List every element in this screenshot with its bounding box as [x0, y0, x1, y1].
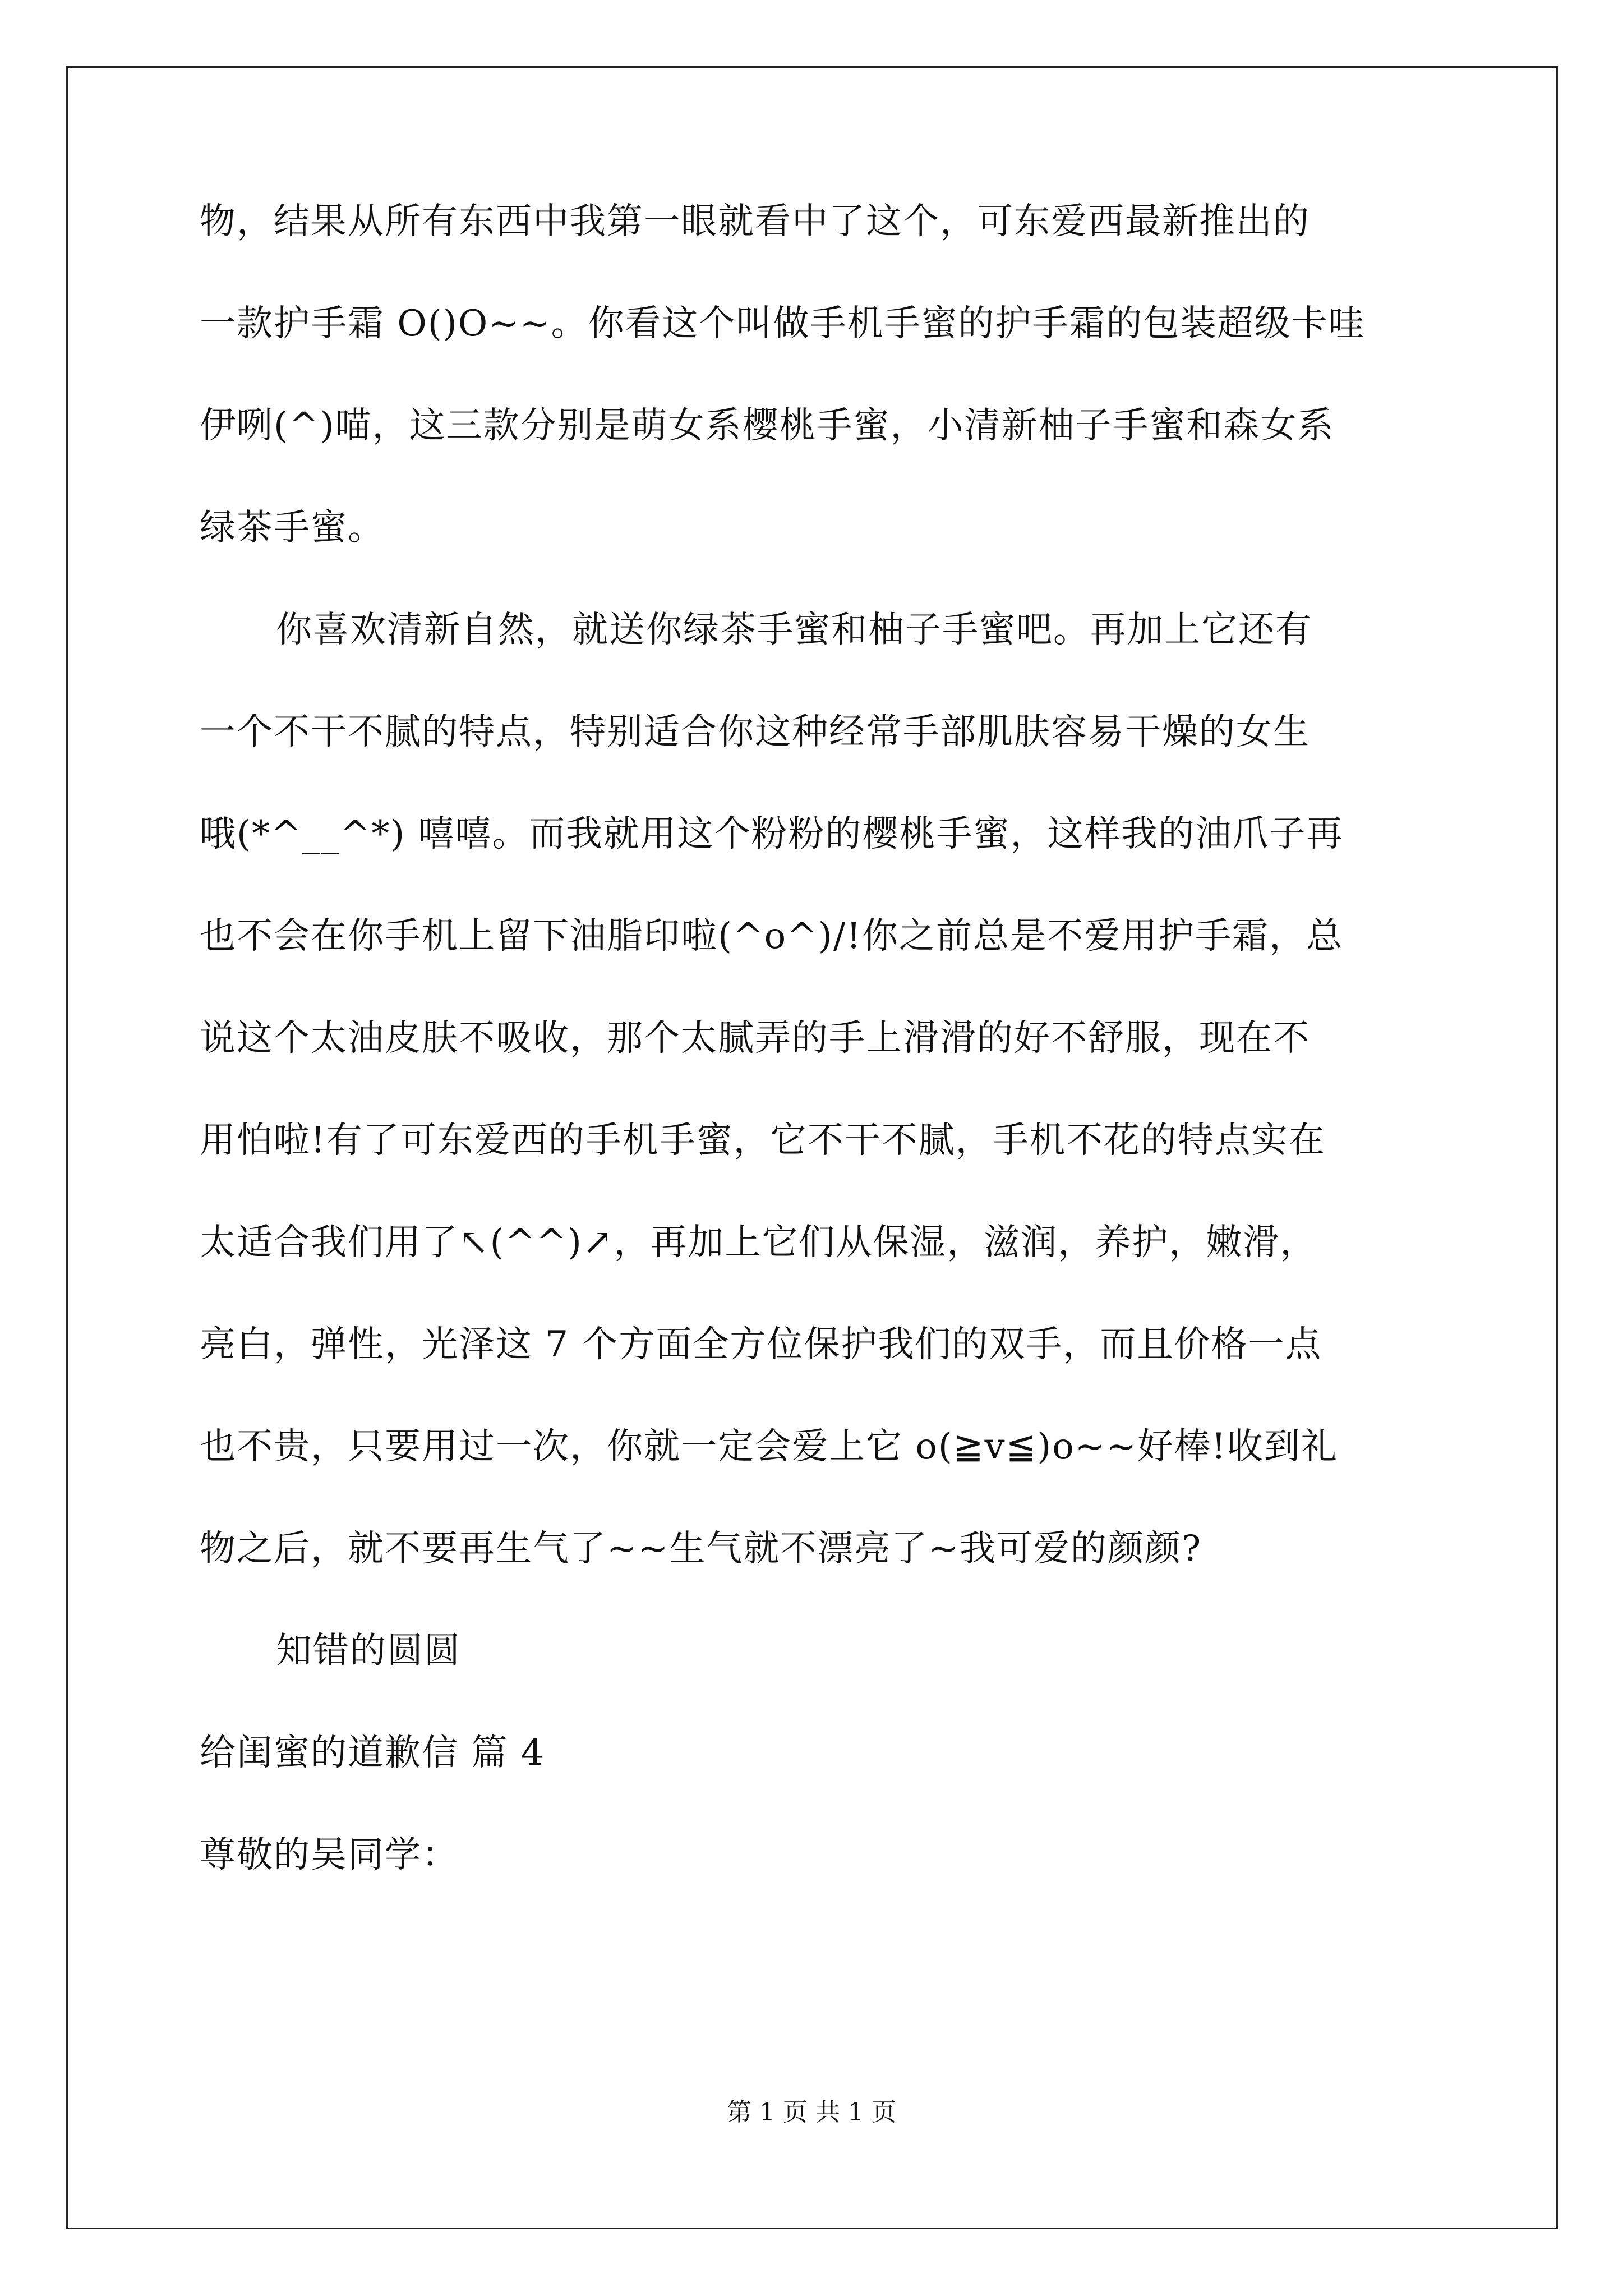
text-line-4: 绿茶手蜜。 [200, 507, 385, 549]
section-heading: 给闺蜜的道歉信 篇 4 [200, 1732, 545, 1774]
text-line-7: 哦(*^__^*) 嘻嘻。而我就用这个粉粉的樱桃手蜜，这样我的油爪子再 [200, 813, 1344, 855]
text-line-5: 你喜欢清新自然，就送你绿茶手蜜和柚子手蜜吧。再加上它还有 [276, 609, 1312, 651]
text-line-14: 物之后，就不要再生气了~~生气就不漂亮了~我可爱的颜颜? [200, 1528, 1202, 1570]
text-line-10: 用怕啦!有了可东爱西的手机手蜜，它不干不腻，手机不花的特点实在 [200, 1120, 1326, 1161]
text-line-13: 也不贵，只要用过一次，你就一定会爱上它 o(≧v≦)o~~好棒!收到礼 [200, 1426, 1338, 1467]
text-line-6: 一个不干不腻的特点，特别适合你这种经常手部肌肤容易干燥的女生 [200, 711, 1310, 753]
text-line-1: 物，结果从所有东西中我第一眼就看中了这个，可东爱西最新推出的 [200, 201, 1310, 242]
document-body [200, 197, 1428, 1933]
signature-line: 知错的圆圆 [276, 1630, 461, 1672]
text-line-2: 一款护手霜 O()O~~。你看这个叫做手机手蜜的护手霜的包装超级卡哇 [200, 303, 1366, 344]
text-line-11: 太适合我们用了↖(^^)↗，再加上它们从保湿，滋润，养护，嫩滑， [200, 1222, 1317, 1263]
text-line-8: 也不会在你手机上留下油脂印啦(^o^)/!你之前总是不爱用护手霜，总 [200, 915, 1343, 957]
text-line-3: 伊咧(^)喵，这三款分别是萌女系樱桃手蜜，小清新柚子手蜜和森女系 [200, 405, 1335, 447]
text-line-9: 说这个太油皮肤不吸收，那个太腻弄的手上滑滑的好不舒服，现在不 [200, 1018, 1310, 1059]
text-line-12: 亮白，弹性，光泽这 7 个方面全方位保护我们的双手，而且价格一点 [200, 1324, 1322, 1365]
salutation-line: 尊敬的吴同学： [200, 1834, 459, 1876]
page-number-footer: 第 1 页 共 1 页 [727, 2098, 896, 2127]
